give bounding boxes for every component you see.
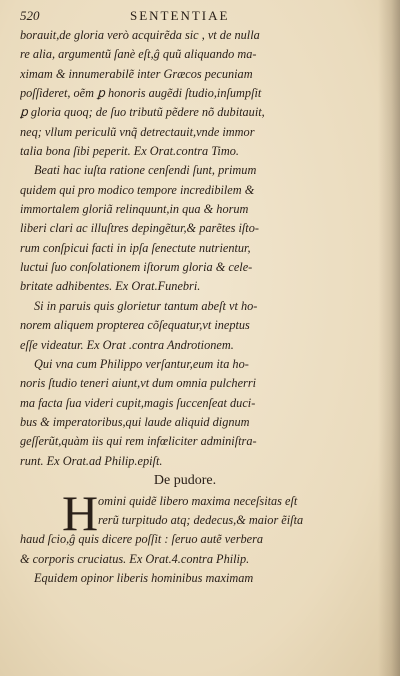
text-line: ꝑ gloria quoq; de ſuo tributũ pẽdere nõ dubitauit, (20, 105, 265, 120)
text-line: poſſideret, oẽm ꝑ honoris augẽdi ſtudio,inſumpſit (20, 86, 262, 101)
text-line: borauit,de gloria verò acquirẽda sic , vt de nulla (20, 28, 260, 42)
text-line: quidem qui pro modico tempore incredibilem & (20, 182, 255, 197)
text-line: luctui ſuo conſolationem iſtorum gloria & cele- (20, 260, 253, 275)
text-line: & corporis cruciatus. Ex Orat.4.contra Philip. (20, 551, 250, 566)
text-line: geſſerũt,quàm iis qui rem infœliciter adminiſtra- (20, 434, 257, 449)
main-text (20, 26, 370, 471)
text-line: ximam & innumerabilẽ inter Græcos pecuniam (20, 66, 253, 81)
page-gutter-shadow (378, 0, 400, 676)
page-number: 520 (20, 8, 40, 23)
text-line: noris ſtudio teneri aiunt,vt dum omnia pulcherri (20, 376, 257, 391)
text-line: eſſe videatur. Ex Orat .contra Androtionem. (20, 337, 234, 352)
text-line: bus & imperatoribus,qui laude aliquid dignum (20, 414, 250, 429)
page-header (20, 8, 375, 26)
section-text (20, 485, 372, 588)
section-heading: De pudore. (153, 473, 217, 488)
text-line: Si in paruis quis glorietur tantum abeſt vt ho- (34, 298, 258, 313)
text-line: talia bona ſibi peperit. Ex Orat.contra Timo. (20, 144, 239, 159)
text-line: runt. Ex Orat.ad Philip.epiſt. (20, 453, 163, 468)
text-line: omini quidẽ libero maxima neceſsitas eſt (98, 494, 298, 508)
text-line: haud ſcio,ĝ quis dicere poſſit : ſeruo autẽ verbera (20, 532, 264, 547)
text-line: britate adhibentes. Ex Orat.Funebri. (20, 279, 201, 294)
text-line: norem aliquem propterea cõſequatur,vt ineptus (20, 318, 250, 333)
text-line: Equidem opinor liberis hominibus maximam (34, 570, 254, 585)
text-line: Beati hac iuſta ratione cenſendi ſunt, primum (34, 163, 257, 178)
drop-cap-initial: H (62, 485, 99, 541)
text-line: rerũ turpitudo atq; dedecus,& maior ẽiſta (98, 513, 304, 528)
text-line: re alia, argumentũ ſanè eſt,ĝ quũ aliquando ma- (20, 47, 257, 62)
text-line: Qui vna cum Philippo verſantur,eum ita ho- (34, 356, 249, 371)
running-head: SENTENTIAE (130, 8, 230, 23)
text-line: immortalem gloriã relinquunt,in qua & horum (20, 202, 249, 217)
text-line: neq; vllum periculũ vnq̃ detrectauit,vnde immor (20, 124, 255, 139)
text-line: rum conſpicui facti in ipſa ſenectute nutrientur, (20, 240, 251, 255)
text-line: ma facta ſua videri cupit,magis ſuccenſeat duci- (20, 395, 256, 410)
text-line: liberi clari ac illuſtres depingẽtur,& parẽtes iſto- (20, 221, 259, 236)
